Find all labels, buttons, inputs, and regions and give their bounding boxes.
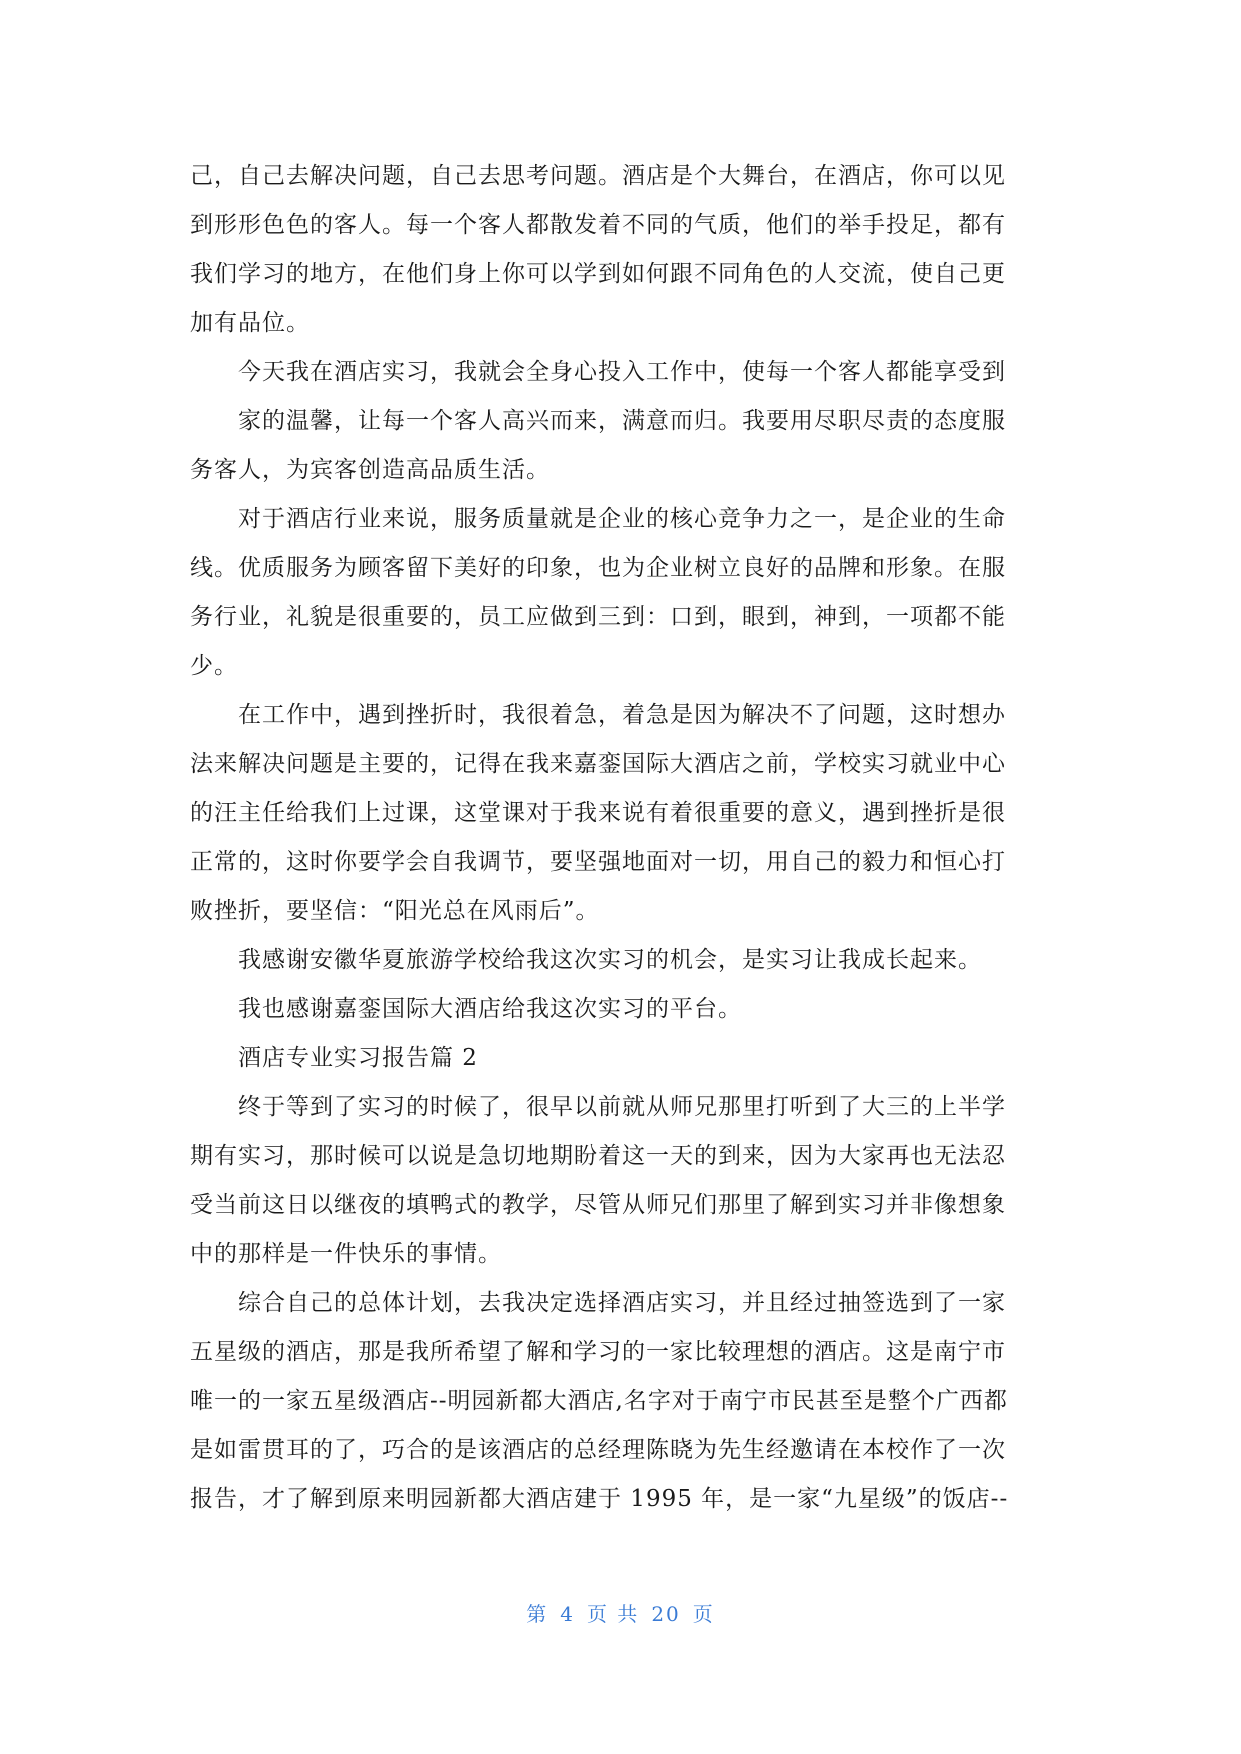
text-line: 败挫折，要坚信：“阳光总在风雨后”。 <box>190 898 600 924</box>
text-line: 在工作中，遇到挫折时，我很着急，着急是因为解决不了问题，这时想办 <box>238 702 1006 728</box>
text-line: 我感谢安徽华夏旅游学校给我这次实习的机会，是实习让我成长起来。 <box>238 947 982 973</box>
page-footer <box>0 1598 1241 1627</box>
text-line: 到形形色色的客人。每一个客人都散发着不同的气质，他们的举手投足，都有 <box>190 212 1006 238</box>
footer-suffix: 页 <box>692 1602 715 1626</box>
text-line: 是如雷贯耳的了，巧合的是该酒店的总经理陈晓为先生经邀请在本校作了一次 <box>190 1437 1006 1463</box>
footer-prefix: 第 <box>526 1602 549 1626</box>
text-line: 少。 <box>190 653 238 679</box>
text-line: 唯一的一家五星级酒店--明园新都大酒店,名字对于南宁市民甚至是整个广西都 <box>190 1388 1008 1414</box>
footer-total-pages: 20 <box>651 1602 681 1626</box>
text-line: 我们学习的地方，在他们身上你可以学到如何跟不同角色的人交流，使自己更 <box>190 261 1006 287</box>
text-line: 我也感谢嘉銮国际大酒店给我这次实习的平台。 <box>238 996 742 1022</box>
text-line: 终于等到了实习的时候了，很早以前就从师兄那里打听到了大三的上半学 <box>238 1094 1006 1120</box>
text-line: 家的温馨，让每一个客人高兴而来，满意而归。我要用尽职尽责的态度服 <box>238 408 1006 434</box>
text-line: 务客人，为宾客创造高品质生活。 <box>190 457 550 483</box>
text-line: 期有实习，那时候可以说是急切地期盼着这一天的到来，因为大家再也无法忍 <box>190 1143 1006 1169</box>
text-line: 酒店专业实习报告篇 2 <box>238 1045 478 1071</box>
document-body <box>190 152 1052 1524</box>
text-line: 法来解决问题是主要的，记得在我来嘉銮国际大酒店之前，学校实习就业中心 <box>190 751 1006 777</box>
text-line: 报告，才了解到原来明园新都大酒店建于 1995 年，是一家“九星级”的饭店-- <box>190 1486 1009 1512</box>
text-line: 受当前这日以继夜的填鸭式的教学，尽管从师兄们那里了解到实习并非像想象 <box>190 1192 1006 1218</box>
text-line: 线。优质服务为顾客留下美好的印象，也为企业树立良好的品牌和形象。在服 <box>190 555 1006 581</box>
text-line: 己，自己去解决问题，自己去思考问题。酒店是个大舞台，在酒店，你可以见 <box>190 163 1006 189</box>
text-line: 五星级的酒店，那是我所希望了解和学习的一家比较理想的酒店。这是南宁市 <box>190 1339 1006 1365</box>
text-line: 加有品位。 <box>190 310 310 336</box>
footer-middle: 页 共 <box>586 1602 640 1626</box>
text-line: 务行业，礼貌是很重要的，员工应做到三到：口到，眼到，神到，一项都不能 <box>190 604 1006 630</box>
text-line: 综合自己的总体计划，去我决定选择酒店实习，并且经过抽签选到了一家 <box>238 1290 1006 1316</box>
text-line: 中的那样是一件快乐的事情。 <box>190 1241 502 1267</box>
text-line: 对于酒店行业来说，服务质量就是企业的核心竞争力之一，是企业的生命 <box>238 506 1006 532</box>
text-line: 的汪主任给我们上过课，这堂课对于我来说有着很重要的意义，遇到挫折是很 <box>190 800 1006 826</box>
text-line: 今天我在酒店实习，我就会全身心投入工作中，使每一个客人都能享受到 <box>238 359 1006 385</box>
text-line: 正常的，这时你要学会自我调节，要坚强地面对一切，用自己的毅力和恒心打 <box>190 849 1006 875</box>
footer-current-page: 4 <box>560 1602 575 1626</box>
